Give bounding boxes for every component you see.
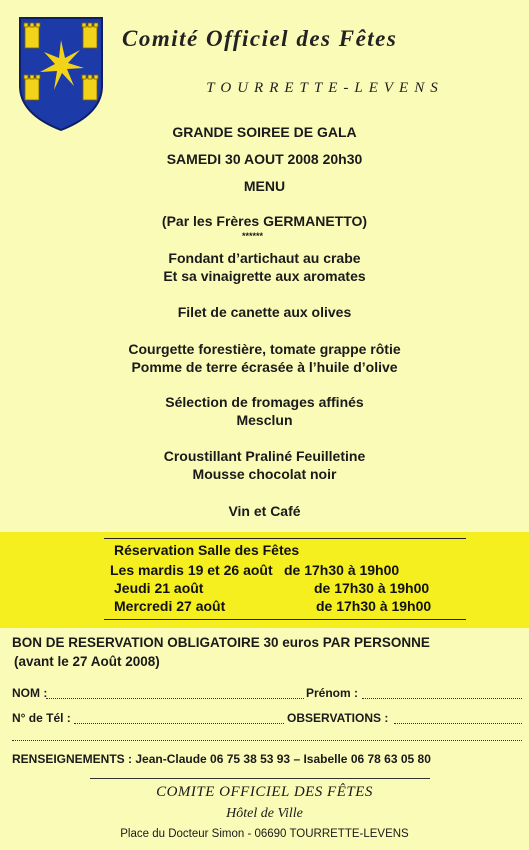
reservation-deadline: (avant le 27 Août 2008) — [14, 654, 160, 669]
observations-field[interactable] — [394, 723, 522, 724]
observations-extra-field[interactable] — [12, 740, 522, 741]
nom-label: NOM : — [12, 686, 48, 700]
reservation-form-title: BON DE RESERVATION OBLIGATOIRE 30 euros PAR PERSONNE — [12, 635, 430, 650]
menu-item: Et sa vinaigrette aux aromates — [163, 268, 366, 284]
tel-field[interactable] — [74, 723, 284, 724]
menu-item: Vin et Café — [228, 503, 301, 519]
observations-label: OBSERVATIONS : — [287, 711, 389, 725]
menu-item: Courgette forestière, tomate grappe rôtie — [128, 341, 401, 357]
town-coat-of-arms-icon — [18, 16, 104, 132]
reservation-day: Jeudi 21 août — [114, 580, 204, 596]
reservation-day: Les mardis 19 et 26 août — [110, 562, 273, 578]
reservation-day: Mercredi 27 août — [114, 598, 226, 614]
contact-info: RENSEIGNEMENTS : Jean-Claude 06 75 38 53 93 – Isabelle 06 78 63 05 80 — [12, 752, 431, 766]
footer-address: Place du Docteur Simon - 06690 TOURRETTE-LEVENS — [120, 828, 409, 840]
footer-building: Hôtel de Ville — [226, 806, 303, 821]
footer-organization: COMITE OFFICIEL DES FÊTES — [156, 784, 373, 800]
menu-item: Pomme de terre écrasée à l’huile d’olive — [131, 359, 398, 375]
menu-heading: MENU — [243, 178, 286, 194]
event-date-time: SAMEDI 30 AOUT 2008 20h30 — [166, 151, 363, 167]
tel-label: N° de Tél : — [12, 711, 71, 725]
menu-separator: ****** — [241, 231, 263, 241]
reservation-title: Réservation Salle des Fêtes — [114, 542, 300, 558]
town-name: TOURRETTE-LEVENS — [206, 80, 444, 96]
menu-item: Mousse chocolat noir — [192, 466, 337, 482]
reservation-time: de 17h30 à 19h00 — [316, 598, 432, 614]
menu-item: Sélection de fromages affinés — [165, 394, 364, 410]
reservation-time: de 17h30 à 19h00 — [284, 562, 400, 578]
menu-item: Mesclun — [236, 412, 293, 428]
chefs-credit: (Par les Frères GERMANETTO) — [161, 213, 368, 229]
menu-item: Filet de canette aux olives — [177, 304, 352, 320]
prenom-field[interactable] — [362, 698, 522, 699]
event-title: GRANDE SOIREE DE GALA — [172, 124, 357, 140]
nom-field[interactable] — [46, 698, 304, 699]
footer-divider — [90, 778, 430, 779]
menu-item: Fondant d’artichaut au crabe — [168, 250, 361, 266]
reservation-time: de 17h30 à 19h00 — [314, 580, 430, 596]
menu-item: Croustillant Praliné Feuilletine — [163, 448, 366, 464]
prenom-label: Prénom : — [306, 686, 359, 700]
organization-title: Comité Officiel des Fêtes — [122, 26, 398, 51]
